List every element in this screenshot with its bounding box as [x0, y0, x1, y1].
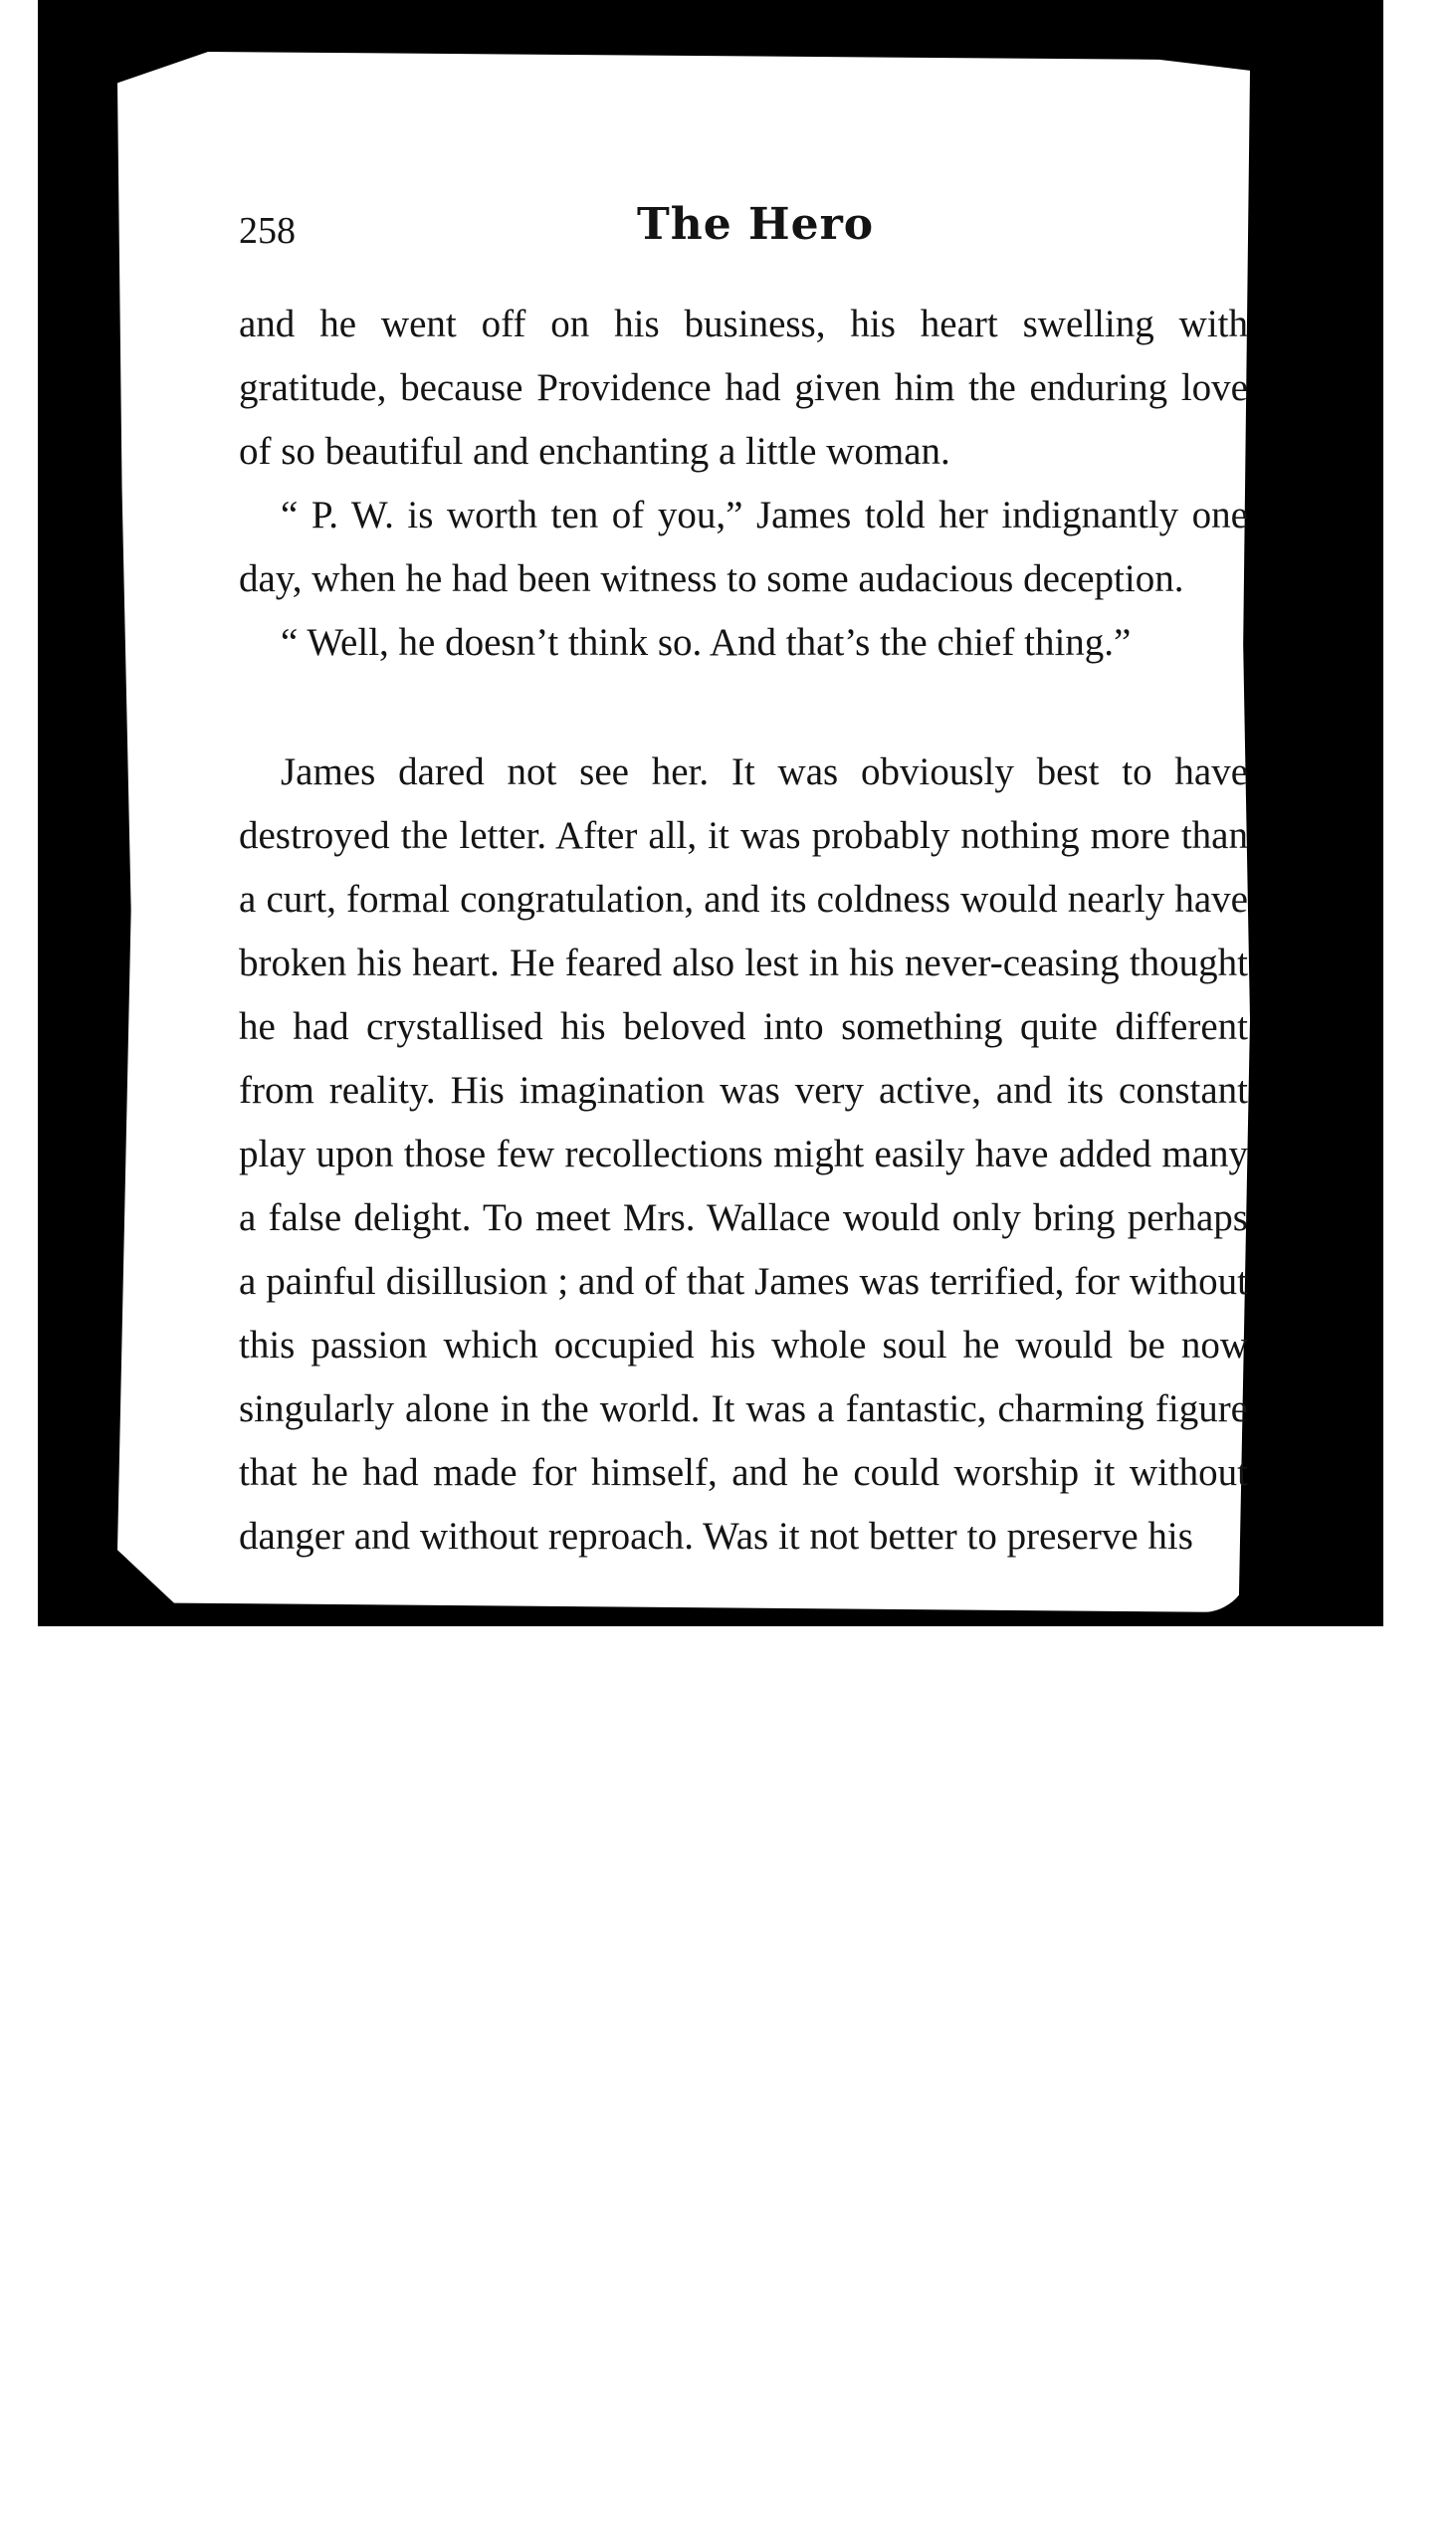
paragraph-continuation: and he went off on his business, his heart swelling with gratitude, because Providence had given him the enduring love of so beautiful and enchanting a little woman.: [239, 303, 1248, 473]
paragraph-dialogue-reply: “ Well, he doesn’t think so. And that’s the chief thing.”: [281, 621, 1132, 664]
section-break: [239, 675, 1248, 740]
page-header: [117, 199, 1250, 259]
paragraph-james-dared: James dared not see her. It was obviously best to have destroyed the letter. After all, it was probably nothing more than a curt, formal congratulation, and its coldness would nearly have broken his heart. He feared also lest in his never-ceasing thought he had crystallised his beloved into something quite different from reality. His imagination was very active, and its constant play upon those few recollections might easily have added many a false delight. To meet Mrs. Wallace would only bring perhaps a painful disillusion ; and of that James was terrified, for without this passion which occupied his whole soul he would be now singularly alone in the world. It was a fantastic, charming figure that he had made for himself, and he could worship it without danger and without reproach. Was it not better to preserve his: [239, 750, 1248, 1558]
running-title: The Hero: [637, 199, 875, 250]
page-number: 258: [239, 210, 296, 252]
body-text: [239, 293, 1248, 1569]
paragraph-dialogue-james: “ P. W. is worth ten of you,” James told her indignantly one day, when he had been witness to some audacious deception.: [239, 494, 1248, 600]
